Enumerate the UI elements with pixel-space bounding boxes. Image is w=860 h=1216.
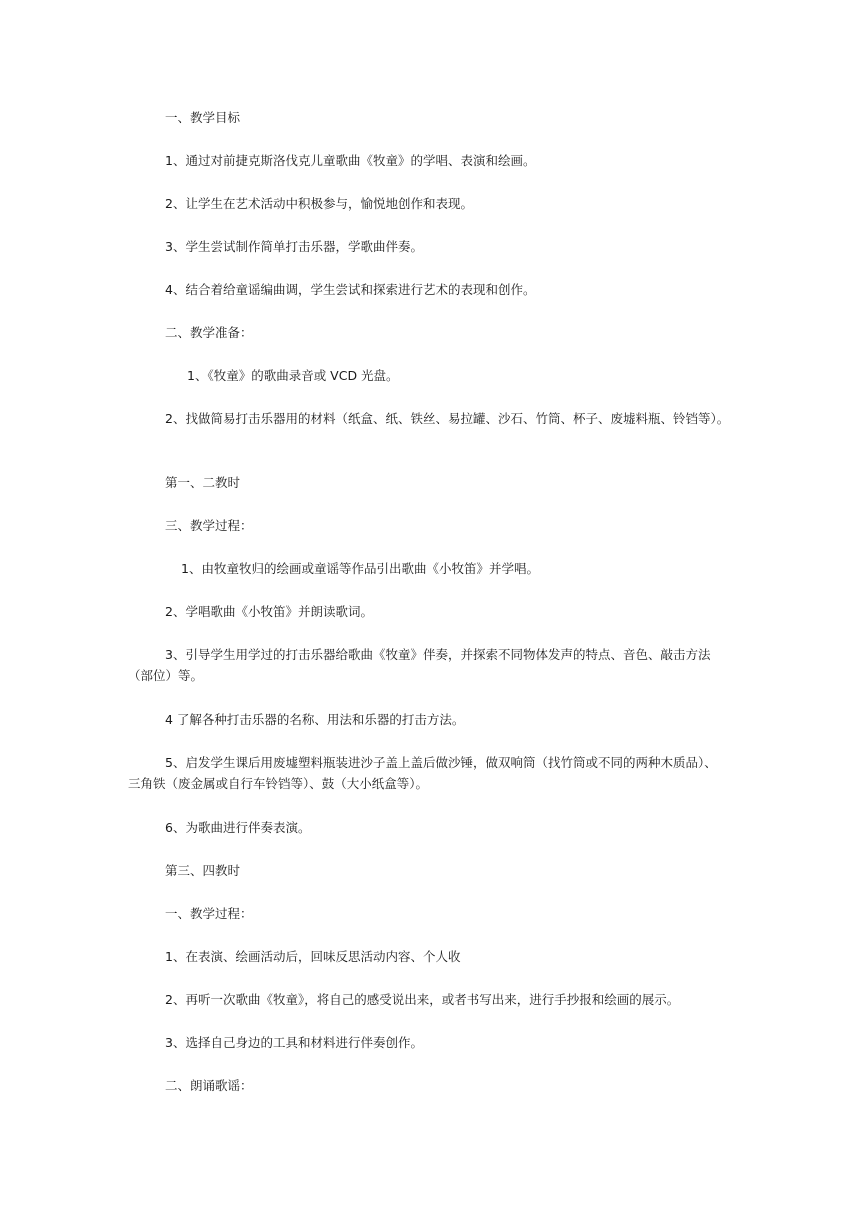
goal-item-3: 3、学生尝试制作简单打击乐器，学歌曲伴奏。: [165, 239, 423, 254]
process-item-2: 2、学唱歌曲《小牧笛》并朗读歌词。: [165, 604, 373, 619]
goal-item-2: 2、让学生在艺术活动中积极参与，愉悦地创作和表现。: [165, 196, 473, 211]
process-item-5-line-1: 5、启发学生课后用废墟塑料瓶装进沙子盖上盖后做沙锤，做双响筒（找竹筒或不同的两种木质品）、: [165, 755, 717, 770]
prep-item-1: 1、《牧童》的歌曲录音或 VCD 光盘。: [187, 368, 399, 383]
process-item-1: 1、由牧童牧归的绘画或童谣等作品引出歌曲《小牧笛》并学唱。: [181, 561, 539, 576]
prep-item-2: 2、找做简易打击乐器用的材料（纸盒、纸、铁丝、易拉罐、沙石、竹筒、杯子、废墟料瓶、铃铛等）。: [165, 411, 730, 426]
goal-item-4: 4、结合着给童谣编曲调，学生尝试和探索进行艺术的表现和创作。: [165, 282, 536, 297]
heading-lesson-1-2: 第一、二教时: [165, 475, 241, 490]
heading-recite-rhymes: 二、朗诵歌谣：: [165, 1078, 253, 1093]
process-item-4: 4 了解各种打击乐器的名称、用法和乐器的打击方法。: [165, 712, 465, 727]
process-item-5-line-2: 三角铁（废金属或自行车铃铛等）、鼓（大小纸盒等）。: [128, 776, 429, 791]
process2-item-3: 3、选择自己身边的工具和材料进行伴奏创作。: [165, 1035, 423, 1050]
process-item-3-line-1: 3、引导学生用学过的打击乐器给歌曲《牧童》伴奏，并探索不同物体发声的特点、音色、敲击方法: [165, 647, 711, 662]
heading-teaching-goals: 一、教学目标: [165, 110, 241, 125]
heading-teaching-process: 三、教学过程：: [165, 518, 253, 533]
goal-item-1: 1、通过对前捷克斯洛伐克儿童歌曲《牧童》的学唱、表演和绘画。: [165, 153, 536, 168]
heading-lesson-3-4: 第三、四教时: [165, 863, 241, 878]
heading-teaching-preparation: 二、教学准备：: [165, 325, 253, 340]
process2-item-2: 2、再听一次歌曲《牧童》，将自己的感受说出来，或者书写出来，进行手抄报和绘画的展示。: [165, 992, 680, 1007]
process-item-3-line-2: （部位）等。: [128, 668, 204, 683]
process2-item-1: 1、在表演、绘画活动后，回味反思活动内容、个人收: [165, 949, 461, 964]
heading-teaching-process-2: 一、教学过程：: [165, 906, 253, 921]
process-item-6: 6、为歌曲进行伴奏表演。: [165, 820, 311, 835]
